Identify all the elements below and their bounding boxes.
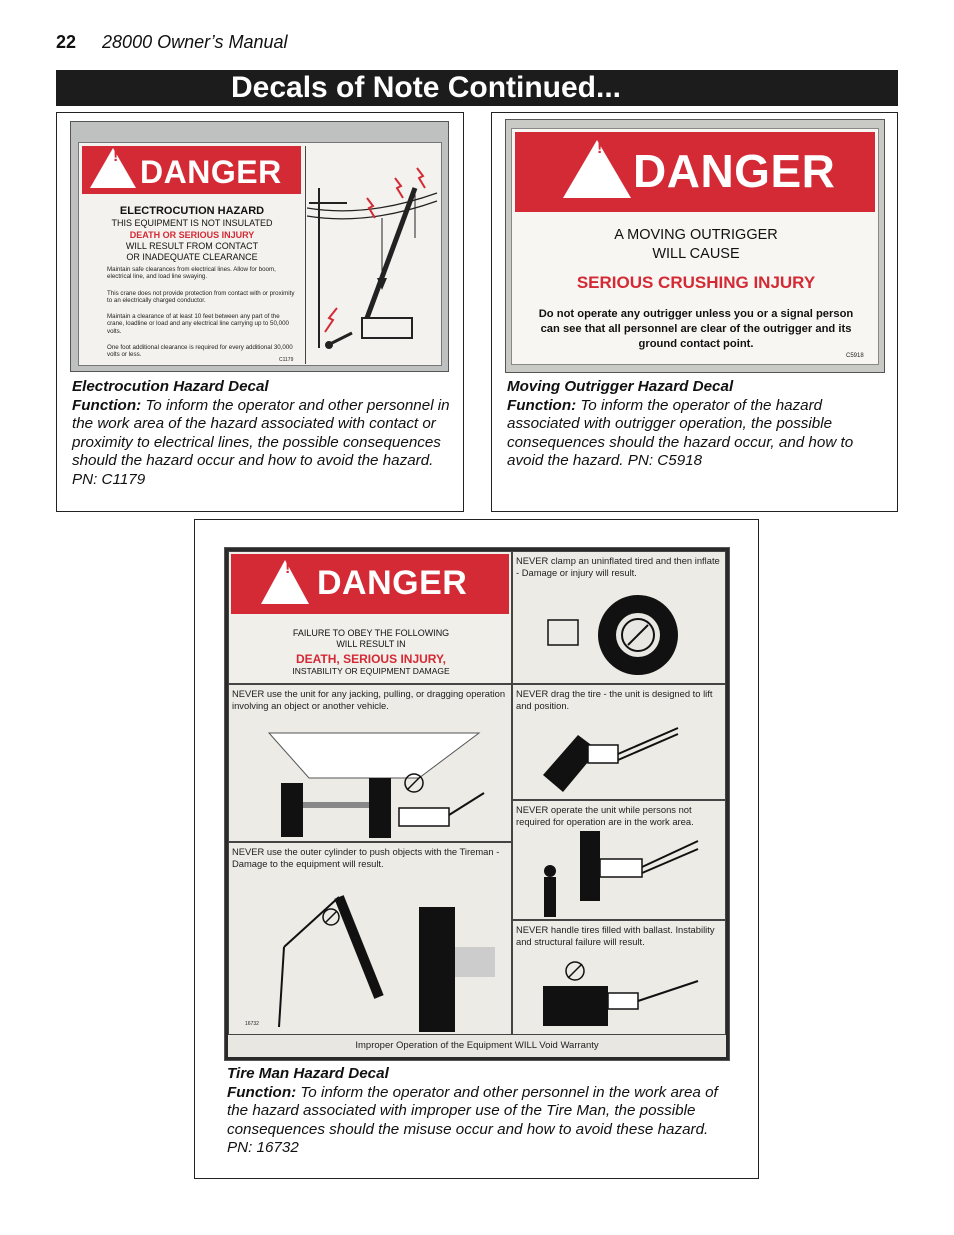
outrigger-caption xyxy=(507,378,887,471)
danger-word: DANGER xyxy=(633,145,836,197)
danger-header xyxy=(515,132,875,212)
warning-text: NEVER use the outer cylinder to push objects with the Tireman - Damage to the equipment will result. xyxy=(232,846,500,869)
manual-title: 28000 Owner’s Manual xyxy=(102,32,288,52)
divider xyxy=(305,146,306,364)
warranty-footer xyxy=(228,1035,726,1057)
function-text: To inform the operator of the hazard associated with outrigger operation, the possible consequences should the hazard occur, and how to avoid the hazard. PN: C5918 xyxy=(507,396,854,470)
danger-word: DANGER xyxy=(140,154,282,190)
person-illustration xyxy=(538,831,718,919)
sign-line: WILL RESULT IN xyxy=(336,639,406,649)
warning-cell-jacking xyxy=(228,684,512,842)
warning-cell-ballast xyxy=(512,920,726,1035)
tireman-decal-photo xyxy=(224,547,730,1061)
ballast-tire-illustration xyxy=(538,961,718,1033)
section-title: Decals of Note Continued... xyxy=(230,71,622,104)
danger-cell xyxy=(228,551,512,684)
drag-tire-illustration xyxy=(538,720,718,798)
warning-text: NEVER drag the tire - the unit is designed to lift and position. xyxy=(516,688,713,711)
sign-line-red: DEATH OR SERIOUS INJURY xyxy=(129,230,255,240)
crane-powerline-illustration xyxy=(307,148,441,363)
sign-paragraph: This crane does not provide protection from contact with or proximity to an electrically charged conductor. xyxy=(107,290,295,305)
warning-text: NEVER handle tires filled with ballast. Instability and structural failure will result. xyxy=(516,924,715,947)
warning-cell-clamp xyxy=(512,551,726,684)
sign-line-red: DEATH, SERIOUS INJURY, xyxy=(295,652,447,666)
sign-paragraph: Maintain a clearance of at least 10 feet between any part of the crane, loadline or load and any electrical line carrying up to 50,000 volts. xyxy=(107,313,289,335)
tireman-sign xyxy=(228,551,726,1057)
warranty-text: Improper Operation of the Equipment WILL Void Warranty xyxy=(355,1040,599,1051)
sign-line: THIS EQUIPMENT IS NOT INSULATED xyxy=(111,218,273,228)
sign-paragraph: Maintain safe clearances from electrical lines. Allow for boom, electrical line, and load line swaying. xyxy=(107,266,276,281)
warning-triangle-icon xyxy=(563,140,631,198)
warning-triangle-icon xyxy=(261,560,309,604)
function-text: To inform the operator and other personnel in the work area of the hazard associated with improper use of the Tire Man, the possible consequences should the misuse occur and how to avoid these hazard. xyxy=(227,1083,718,1138)
warning-text: NEVER clamp an uninflated tired and then inflate - Damage or injury will result. xyxy=(516,555,720,578)
caption-title: Electrocution Hazard Decal xyxy=(72,378,269,395)
sign-line: FAILURE TO OBEY THE FOLLOWING xyxy=(292,628,450,638)
sign-paragraph: One foot additional clearance is required for every additional 30,000 volts or less. xyxy=(107,344,293,359)
warning-text: NEVER operate the unit while persons not required for operation are in the work area. xyxy=(516,804,694,827)
page-header xyxy=(56,32,287,53)
tireman-caption xyxy=(227,1065,727,1158)
warning-text: NEVER use the unit for any jacking, pulling, or dragging operation involving an object or another vehicle. xyxy=(232,688,506,711)
function-label: Function: xyxy=(72,396,142,414)
cylinder-push-illustration xyxy=(249,877,504,1032)
warning-triangle-icon xyxy=(90,148,136,188)
function-label: Function: xyxy=(227,1083,297,1101)
warning-cell-drag xyxy=(512,684,726,800)
sign-line: WILL CAUSE xyxy=(652,246,740,262)
danger-header xyxy=(82,146,301,194)
sign-line: INSTABILITY OR EQUIPMENT DAMAGE xyxy=(292,666,450,676)
sign-line: WILL RESULT FROM CONTACT xyxy=(125,241,259,251)
danger-word: DANGER xyxy=(317,564,468,602)
outrigger-decal-photo xyxy=(505,119,885,373)
function-label: Function: xyxy=(507,396,577,414)
warning-cell-persons xyxy=(512,800,726,920)
warning-cell-cylinder xyxy=(228,842,512,1035)
part-number: PN: 16732 xyxy=(227,1139,299,1157)
electrocution-caption xyxy=(72,378,452,490)
outrigger-decal-panel xyxy=(491,112,898,512)
sign-heading: ELECTROCUTION HAZARD xyxy=(119,205,265,217)
sign-code: 16732 xyxy=(245,1021,259,1027)
electrocution-decal-panel xyxy=(56,112,464,512)
caption-title: Moving Outrigger Hazard Decal xyxy=(507,378,734,395)
sign-code: C5918 xyxy=(846,353,864,359)
sign-line-red: SERIOUS CRUSHING INJURY xyxy=(576,273,816,292)
sign-code: C1179 xyxy=(279,357,294,363)
sign-line: OR INADEQUATE CLEARANCE xyxy=(126,252,258,262)
sign-line: A MOVING OUTRIGGER xyxy=(614,227,778,243)
function-text: To inform the operator and other personnel in the work area of the hazard associated with contact or proximity to electrical lines, the possible consequences should the hazard occur and how to avoid the hazard. PN: C1179 xyxy=(72,396,450,488)
section-banner xyxy=(56,70,898,106)
page-number: 22 xyxy=(56,32,77,52)
outrigger-sign xyxy=(511,128,879,365)
jacking-illustration xyxy=(249,723,499,838)
caption-title: Tire Man Hazard Decal xyxy=(227,1065,389,1082)
danger-header xyxy=(231,554,509,614)
sign-body: Do not operate any outrigger unless you or a signal person can see that all personnel are clear of the outrigger and its ground contact point. xyxy=(538,308,854,350)
tire-clamp-illustration xyxy=(543,590,703,680)
tireman-decal-panel xyxy=(194,519,759,1179)
electrocution-decal-photo xyxy=(70,121,449,372)
electrocution-sign xyxy=(78,142,442,366)
